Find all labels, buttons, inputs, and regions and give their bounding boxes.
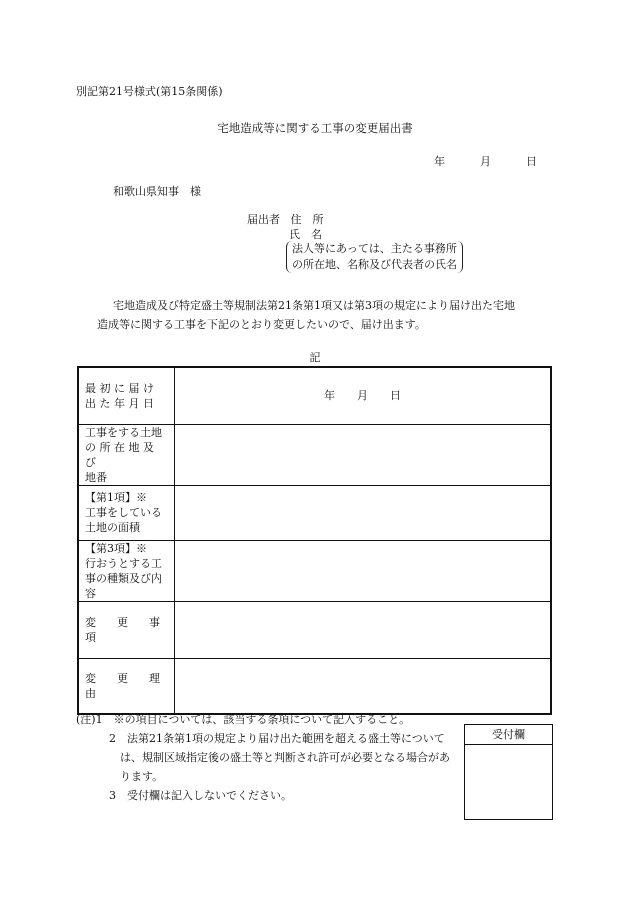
row-label-line: 【第1項】※ xyxy=(85,491,147,504)
work-type-field[interactable] xyxy=(175,540,552,601)
change-items-field[interactable] xyxy=(175,601,552,658)
row-label-line: 出 た 年 月 日 xyxy=(85,396,154,410)
receipt-box xyxy=(464,724,553,820)
date-line xyxy=(434,153,537,169)
document-title: 宅地造成等に関する工事の変更届出書 xyxy=(217,121,413,135)
record-table xyxy=(77,366,552,715)
note-2-line3: ります。 xyxy=(120,770,164,783)
table-row xyxy=(78,540,551,601)
table-row xyxy=(78,658,551,714)
row-label-line: 土地の面積 xyxy=(85,521,140,534)
date-day: 日 xyxy=(526,155,537,168)
row-label-line: 【第3項】※ xyxy=(85,541,147,555)
note-1: (注)1 ※の項目については、該当する条項について記入すること。 xyxy=(76,713,411,726)
corporate-note-line2: の所在地、名称及び代表者の氏名 xyxy=(292,258,457,271)
corporate-note xyxy=(286,241,463,273)
date-month: 月 xyxy=(480,155,491,168)
row-label-line: 地番 xyxy=(85,470,107,484)
table-row xyxy=(78,601,551,658)
notes xyxy=(76,710,450,805)
receipt-label: 受付欄 xyxy=(465,725,552,745)
table-row xyxy=(78,424,551,485)
first-notified-date-field[interactable] xyxy=(175,367,552,424)
row-label xyxy=(78,424,175,485)
table-row xyxy=(78,367,551,424)
row-label-line: 工事をしている xyxy=(85,506,162,519)
applicant-label: 届出者 xyxy=(247,213,280,226)
note-2-line1: 2 法第21条第1項の規定より届け出た範囲を超える盛土等について xyxy=(109,732,445,745)
row-label: 変 更 事 項 xyxy=(78,601,175,658)
row-label-line: 容 xyxy=(85,586,96,600)
row-label-line: 工事をする土地 xyxy=(85,425,162,439)
row-label xyxy=(78,540,175,601)
table-row xyxy=(78,485,551,540)
body-text xyxy=(97,296,557,334)
land-location-field[interactable] xyxy=(175,424,552,485)
note-2-line2: は、規制区域指定後の盛土等と判断され許可が必要となる場合があ xyxy=(120,751,450,764)
row-label: 変 更 理 由 xyxy=(78,658,175,714)
form-number: 別記第21号様式(第15条関係) xyxy=(76,85,223,98)
row-label-line: 行おうとする工 xyxy=(85,556,162,570)
ki-heading: 記 xyxy=(309,351,321,364)
row-label-line: 最 初 に 届 け xyxy=(85,381,154,395)
land-area-field[interactable] xyxy=(175,485,552,540)
applicant-name-label: 氏 名 xyxy=(289,228,322,241)
addressee: 和歌山県知事 様 xyxy=(113,185,201,198)
row-label-line: の 所 在 地 及 び xyxy=(85,440,154,469)
applicant-address-label: 住 所 xyxy=(290,213,324,226)
date-placeholder: 年 月 日 xyxy=(324,389,401,403)
body-line-2: 造成等に関する工事を下記のとおり変更したいので、届け出ます。 xyxy=(97,318,426,331)
row-label-line: 事の種類及び内 xyxy=(85,571,162,585)
corporate-note-line1: 法人等にあっては、主たる事務所 xyxy=(292,242,457,255)
body-line-1: 宅地造成及び特定盛土等規制法第21条第1項又は第3項の規定により届け出た宅地 xyxy=(113,299,515,312)
change-reason-field[interactable] xyxy=(175,658,552,714)
applicant-block xyxy=(247,212,324,242)
row-label xyxy=(78,485,175,540)
row-label xyxy=(78,367,175,424)
note-3: 3 受付欄は記入しないでください。 xyxy=(109,789,292,802)
date-year: 年 xyxy=(434,155,445,168)
